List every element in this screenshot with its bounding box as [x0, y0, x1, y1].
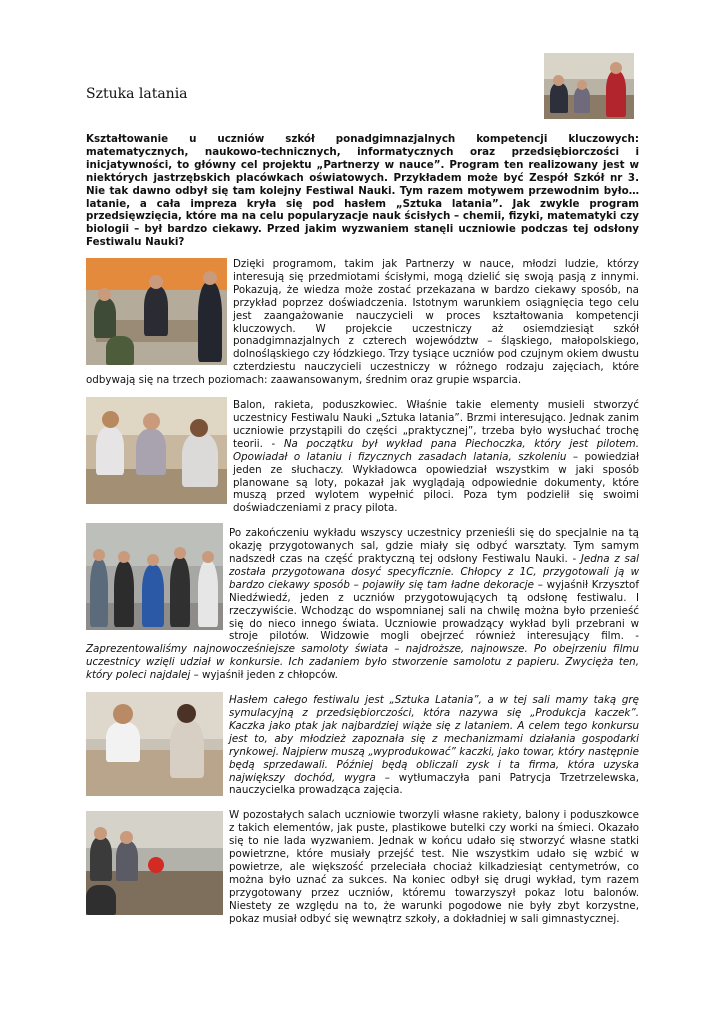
paragraph-3-text-c: – wyjaśnił Krzysztof Niedźwiedź, jeden z uczniów przygotowujących tą odsłonę festiwalu. I rzeczywiście. Wchodząc do wspomnianej sali na chwilę można było przenieść się do nieco innego świata. Uczniowie prowadzący wykład byli przebrani w stroje pilotów. Widzowie mogli obejrzeć również interesujący film. -	[229, 578, 639, 643]
article-title: Sztuka latania	[86, 86, 188, 102]
classroom-photo-top	[544, 53, 634, 119]
paragraph-2-quote: Na początku był wykład pana Piechoczka, który jest pilotem. Opowiadał o lataniu i fizycznych zasadach latania, szkoleniu	[233, 437, 639, 463]
paragraph-1: Dzięki programom, takim jak Partnerzy w nauce, młodzi ludzie, którzy interesują się przedmiotami ścisłymi, mogą dzielić się swoją pasją z innymi. Pokazują, że wiedza może zostać przekazana w bardzo ciekawy sposób, na przykład poprzez doświadczenia. Istotnym warunkiem osiągnięcia tego celu jest zaangażowanie nauczycieli w proces kształtowania kompetencji kluczowych. W projekcie uczestniczy aż osiemdziesiąt szkół ponadgimnazjalnych z czterech województw – śląskiego, małopolskiego, dolnośląskiego czy łódzkiego. Trzy tysiące uczniów pod czujnym okiem dwustu czterdziestu nauczycieli uczestniczy w różnego rodzaju zajęciach, które odbywają się na trzech poziomach: zaawansowanym, średnim oraz grupie wsparcia.	[86, 258, 639, 387]
photo-students-lecture	[86, 397, 227, 504]
paragraph-3-text-a: Po zakończeniu wykładu wszyscy uczestnicy przenieśli się do specjalnie na tą okazję przygotowanych sal, gdzie miały się odbyć warsztaty. Tym samym nadszedł czas na część praktyczną tej odsłony Festiwalu Nauki. -	[229, 527, 639, 566]
paragraph-3-text-e: – wyjaśnił jeden z chłopców.	[190, 669, 338, 682]
paragraph-5	[86, 809, 639, 925]
paragraph-3-quote-b: Zaprezentowaliśmy najnowocześniejsze samoloty świata – najdroższe, najnowsze. Po obejrzeniu filmu uczestnicy wzięli udział w konkursie. Ich zadaniem było stworzenie samolotu z papieru. Zwycięża ten, który poleci najdalej	[86, 643, 639, 682]
paragraph-4-quote: Hasłem całego festiwalu jest „Sztuka Latania”, a w tej sali mamy taką grę symulacyjną z przedsiębiorczości, która nazywa się „Produkcja kaczek”. Kaczka jako ptak jak najbardziej wiąże się z lataniem. A celem tego konkursu jest to, aby młodzież zapoznała się z mechanizmami działania gospodarki rynkowej. Najpierw muszą „wyprodukować” kaczki, jako towar, który następnie będą sprzedawali. Później będą obliczali zysk i ta firma, która uzyska największy dochód, wygra	[229, 694, 639, 784]
paragraph-3-quote-a: Jedna z sal została przygotowana dosyć specyficznie. Chłopcy z 1C, przygotowali ją w bardzo ciekawy sposób – pojawiły się tam ładne dekoracje	[229, 553, 639, 591]
photo-balloon-workshop	[86, 811, 223, 915]
paragraph-2-text-c: – powiedział jeden ze słuchaczy. Wykładowca opowiedział wszystkim w jaki sposób planowane są loty, pokazał jak wyglądają odpowiednie dokumenty, które muszą przed wylotem wypełnić piloci. Poza tym podzielił się swoimi doświadczeniami z pracy pilota.	[233, 450, 639, 515]
article-lead: Kształtowanie u uczniów szkół ponadgimnazjalnych kompetencji kluczowych: matematycznych, naukowo-technicznych, informatycznych oraz przedsiębiorczości i inicjatywności, to główny cel projektu „Partnerzy w nauce”. Program ten realizowany jest w niektórych jastrzębskich placówkach oświatowych. Przykładem może być Zespół Szkół nr 3. Nie tak dawno odbył się tam kolejny Festiwal Nauki. Tym razem motywem przewodnim było… latanie, a cała impreza kryła się pod hasłem „Sztuka latania”. Jak zwykle program przedsięwzięcia, które ma na celu popularyzacje nauk ścisłych – chemii, fizyki, matematyki czy biologii – był bardzo ciekawy. Przed jakim wyzwaniem stanęli uczniowie podczas tej odsłony Festiwalu Nauki?	[86, 133, 639, 249]
article-body	[86, 258, 639, 926]
photo-duck-game	[86, 692, 223, 796]
paragraph-2-text-a: Balon, rakieta, poduszkowiec. Właśnie takie elementy musieli stworzyć uczestnicy Festiwalu Nauki „Sztuka latania”. Brzmi interesująco. Jednak zanim uczniowie przystąpili do części „praktycznej”, trzeba było wysłuchać trochę teorii. -	[233, 399, 639, 450]
photo-students-table	[86, 258, 227, 365]
photo-students-group	[86, 523, 223, 630]
paragraph-4-text-b: – wytłumaczyła pani Patrycja Trzetrzelewska, nauczycielka prowadząca zajęcia.	[229, 771, 639, 797]
paragraph-5-text: W pozostałych salach uczniowie tworzyli własne rakiety, balony i poduszkowce z takich elementów, jak puste, plastikowe butelki czy worki na śmieci. Okazało się to nie lada wyzwaniem. Jednak w końcu udało się stworzyć własne statki powietrzne, które musiały przejść test. Nie wszystkim udało się wzbić w powietrze, ale większość przeleciała chociaż kilkadziesiąt centymetrów, co można było uznać za sukces. Na koniec odbył się drugi wykład, tym razem przygotowany przez uczniów, któremu towarzyszył pokaz lotu balonów. Niestety ze względu na to, że warunki pogodowe nie były zbyt korzystne, pokaz musiał odbyć się wewnątrz szkoły, a dokładniej w sali gimnastycznej.	[229, 809, 639, 925]
